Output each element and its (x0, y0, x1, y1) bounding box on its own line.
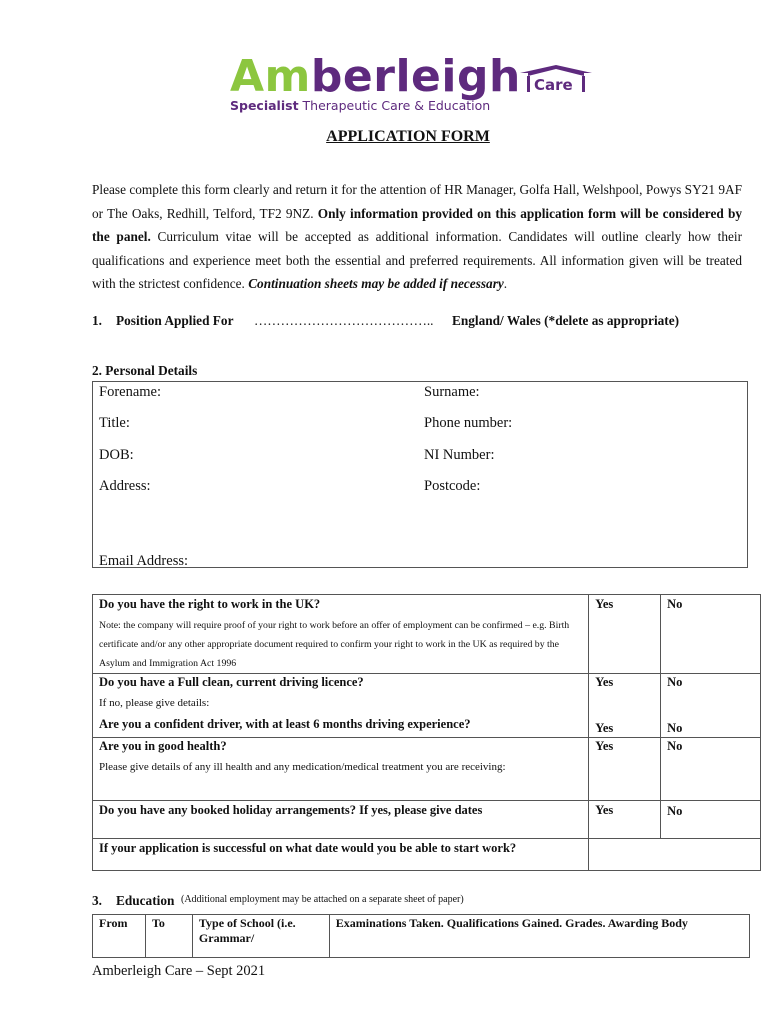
tagline-bold: Specialist (230, 98, 299, 113)
q5-yes-cell[interactable] (589, 801, 661, 839)
email-field[interactable]: Email Address: (99, 553, 189, 569)
q1-yes-cell[interactable] (589, 595, 661, 674)
q3-yes[interactable]: Yes (595, 721, 614, 735)
intro-bold-1: Only information provided on this application form will be considered by the panel. (92, 205, 742, 244)
care-mark-text: Care (534, 76, 573, 94)
col-to: To (145, 915, 192, 958)
forename-field[interactable]: Forename: (99, 384, 162, 400)
table-row (93, 839, 761, 871)
q5-text: Do you have any booked holiday arrangements? If yes, please give dates (99, 803, 483, 817)
eligibility-table (92, 594, 761, 871)
table-row (93, 595, 761, 674)
q3-no[interactable]: No (667, 721, 683, 735)
postcode-field[interactable]: Postcode: (424, 478, 481, 494)
col-from: From (93, 915, 146, 958)
col-qualifications: Examinations Taken. Qualifications Gained. Grades. Awarding Body (329, 915, 749, 958)
page-footer: Amberleigh Care – Sept 2021 (92, 963, 266, 979)
page-title: APPLICATION FORM (326, 128, 490, 145)
intro-text-2: Curriculum vitae will be accepted as additional information. Candidates will outline clearly how their qualifications and experience meet both the essential and preferred requirements. All information given will be treated with the strictest confidence. (92, 229, 742, 291)
q1-no-cell[interactable] (661, 595, 761, 674)
q4-no[interactable]: No (667, 739, 683, 753)
roof-icon (520, 65, 592, 76)
q4-yes[interactable]: Yes (595, 739, 614, 753)
q6-text: If your application is successful on what date would you be able to start work? (99, 841, 517, 855)
section3-note: (Additional employment may be attached on a separate sheet of paper) (181, 894, 464, 905)
q2-no[interactable]: No (667, 675, 683, 689)
start-date-input[interactable] (589, 839, 761, 871)
q5-yes[interactable]: Yes (595, 803, 614, 817)
section2-heading: 2. Personal Details (92, 363, 198, 378)
q2-text: Do you have a Full clean, current driving licence? (99, 675, 364, 689)
logo-word-part1: Am (230, 51, 311, 102)
position-applied-field[interactable]: ………………………………….. (254, 313, 434, 328)
q1-no[interactable]: No (667, 597, 683, 611)
q2-cell (93, 674, 589, 738)
q1-cell (93, 595, 589, 674)
section3-number: 3. (92, 893, 102, 908)
q2-note[interactable]: If no, please give details: (99, 697, 210, 709)
q2-no-cell[interactable] (661, 674, 761, 738)
tagline-rest: Therapeutic Care & Education (298, 98, 491, 113)
section1-number: 1. (92, 313, 102, 328)
intro-text-1: Please complete this form clearly and return it for the attention of HR Manager, Golfa Hall, Welshpool, Powys SY21 9AF or The Oaks, Redhill, Telford, TF2 9NZ. (92, 182, 742, 221)
q1-yes[interactable]: Yes (595, 597, 614, 611)
q4-text: Are you in good health? (99, 739, 227, 753)
q6-cell (93, 839, 589, 871)
logo-tagline (230, 98, 490, 113)
intro-continuation-note: Continuation sheets may be added if necessary (248, 276, 504, 291)
intro-paragraph (92, 178, 742, 296)
section3-label: Education (116, 893, 175, 908)
table-row (93, 738, 761, 801)
q1-note: Note: the company will require proof of your right to work before an offer of employment can be confirmed – e.g. Birth certificate and/or any other appropriate document required to confirm your right to work in the UK as required by the Asylum and Immigration Act 1996 (99, 620, 570, 669)
table-row (93, 801, 761, 839)
region-select-text: England/ Wales (*delete as appropriate) (452, 313, 680, 328)
q1-text: Do you have the right to work in the UK? (99, 597, 321, 611)
ni-number-field[interactable]: NI Number: (424, 447, 495, 463)
q5-no-cell[interactable] (661, 801, 761, 839)
q4-no-cell[interactable] (661, 738, 761, 801)
q5-no[interactable]: No (667, 804, 683, 818)
table-row (93, 674, 761, 738)
q4-yes-cell[interactable] (589, 738, 661, 801)
title-field[interactable]: Title: (99, 415, 130, 431)
col-school-type: Type of School (i.e. Grammar/ (192, 915, 329, 958)
personal-details-box (92, 381, 748, 568)
table-row (93, 915, 750, 958)
logo-word-part2: berleigh (310, 51, 521, 102)
logo-wordmark (230, 52, 521, 102)
q5-cell (93, 801, 589, 839)
address-field[interactable]: Address: (99, 478, 151, 494)
phone-field[interactable]: Phone number: (424, 415, 513, 431)
care-roof-logo (518, 64, 594, 94)
intro-end: . (503, 276, 508, 291)
education-table (92, 914, 750, 958)
dob-field[interactable]: DOB: (99, 447, 134, 463)
q4-cell (93, 738, 589, 801)
q2-yes[interactable]: Yes (595, 675, 614, 689)
surname-field[interactable]: Surname: (424, 384, 480, 400)
section1-label: Position Applied For (116, 313, 234, 328)
q2-yes-cell[interactable] (589, 674, 661, 738)
q3-text: Are you a confident driver, with at least 6 months driving experience? (99, 717, 471, 731)
q4-note[interactable]: Please give details of any ill health and any medication/medical treatment you are receiving: (99, 761, 506, 773)
